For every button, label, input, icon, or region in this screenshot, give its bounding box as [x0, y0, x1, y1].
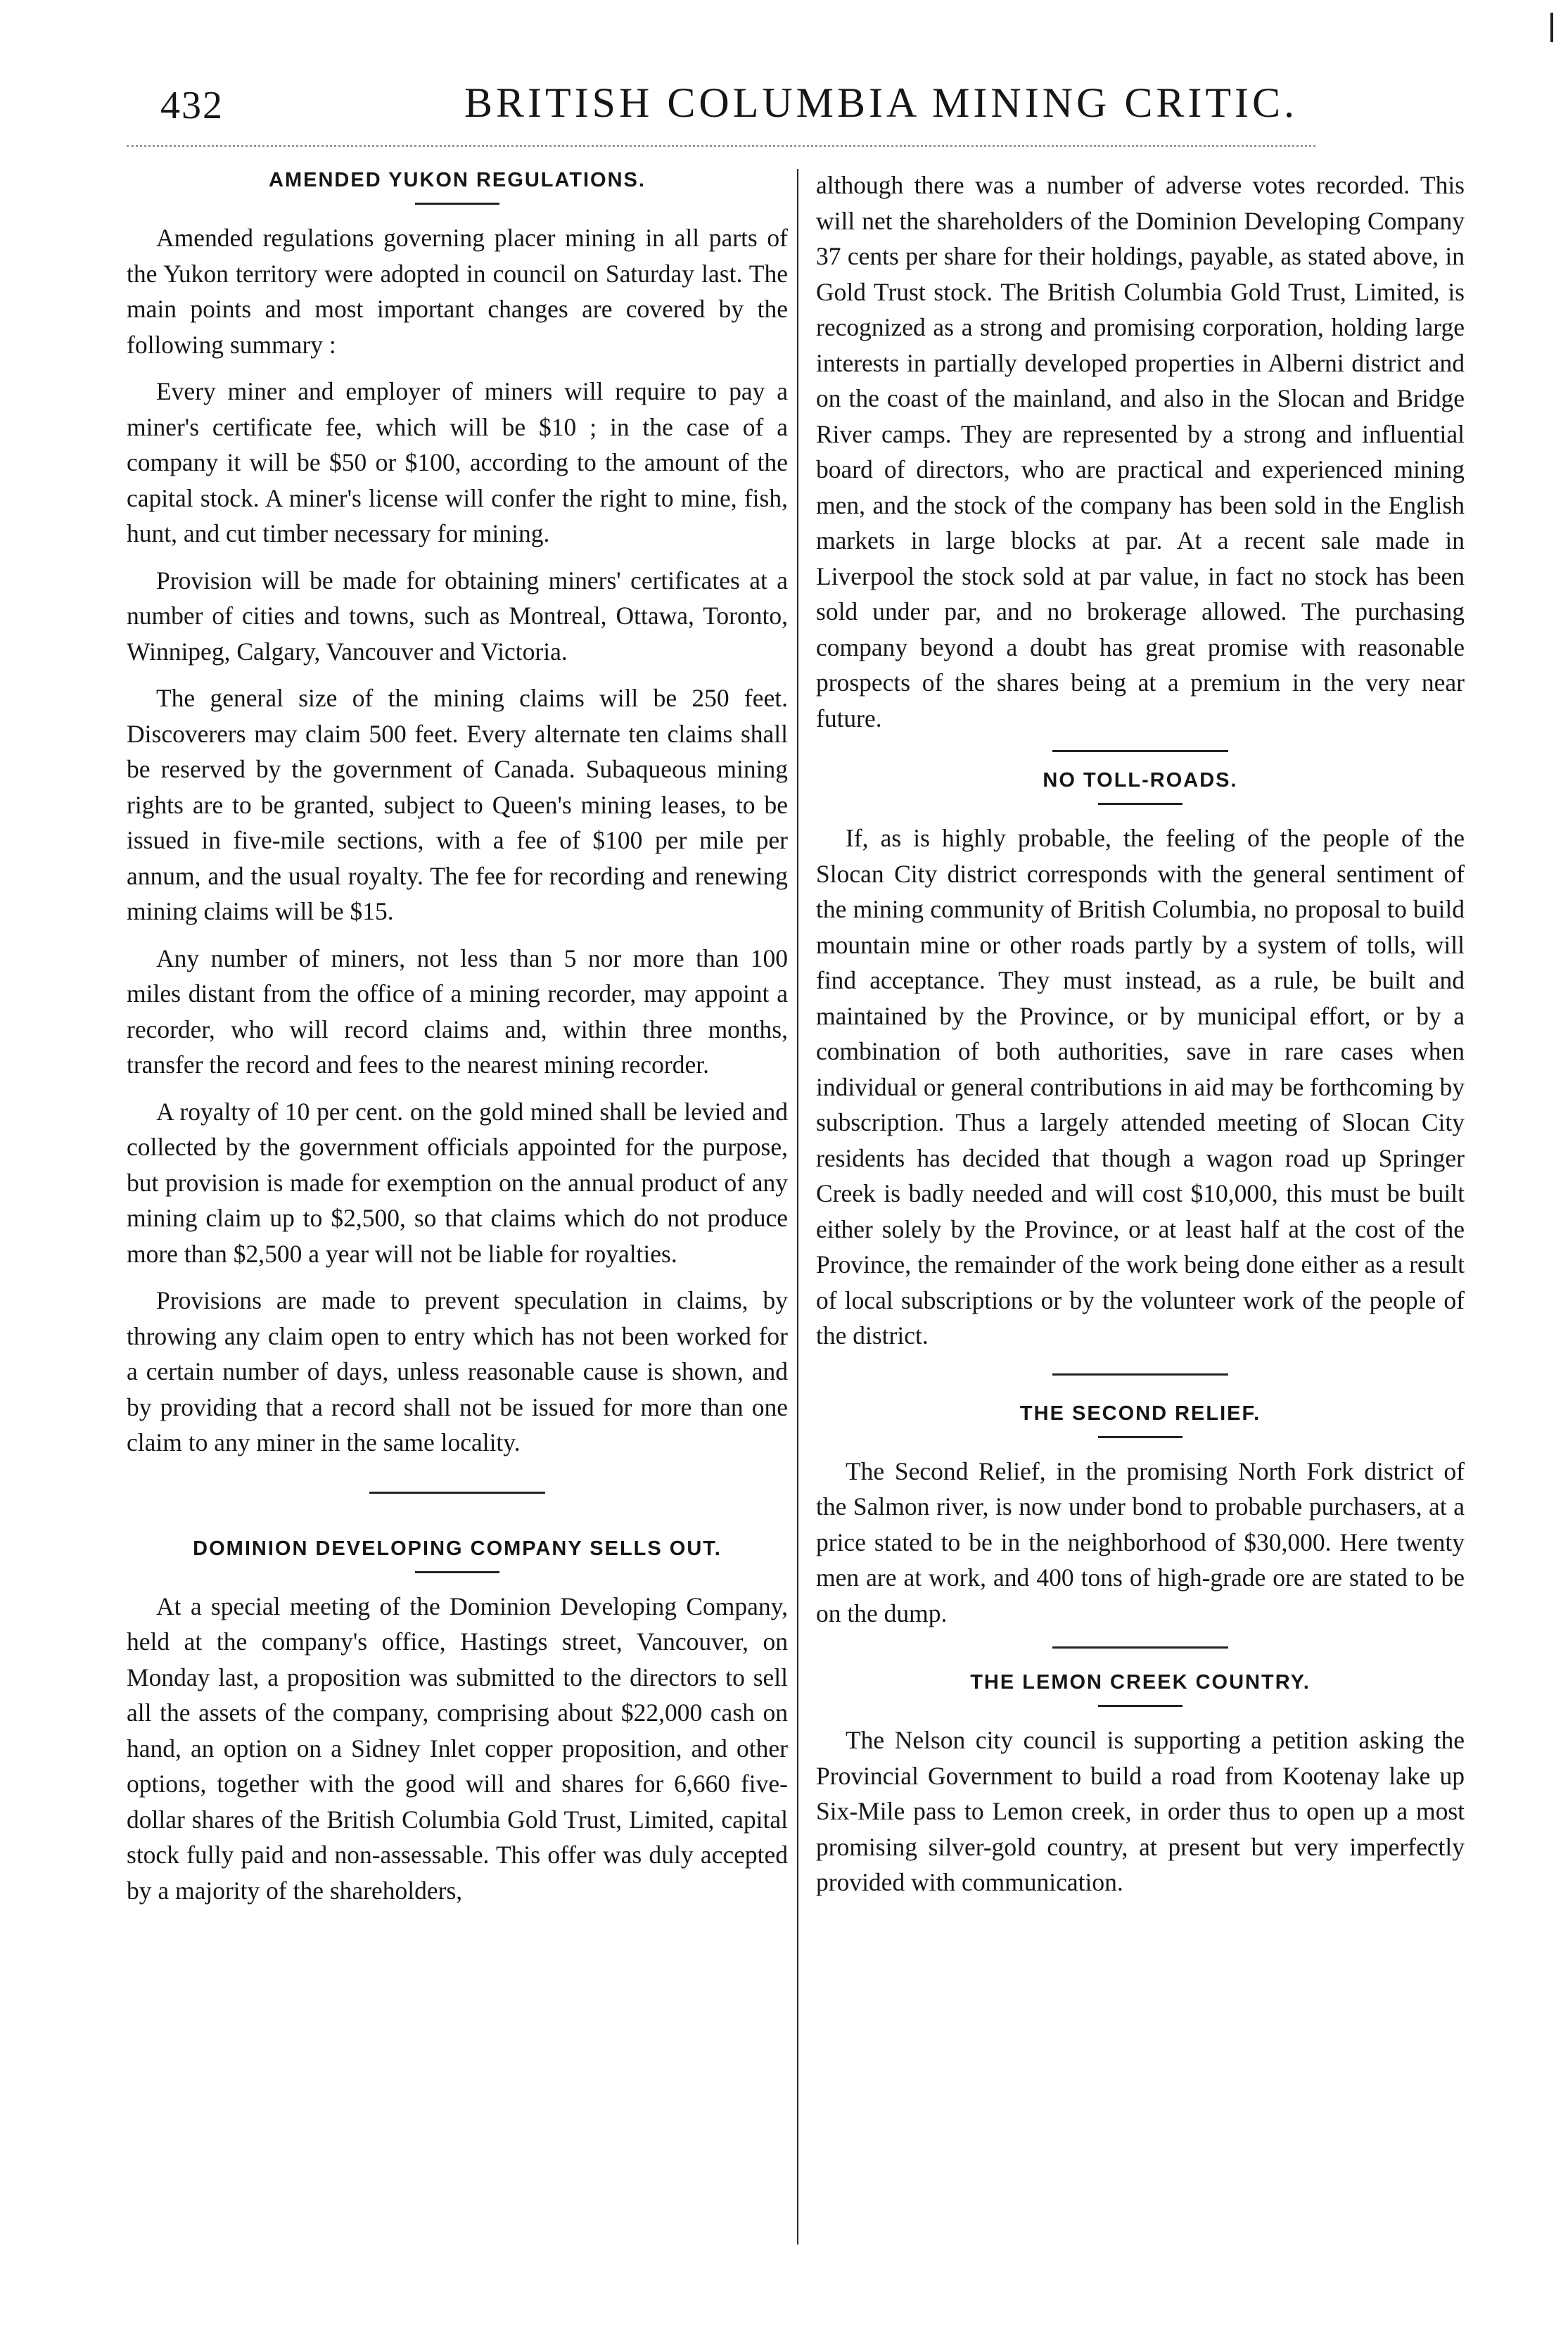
- column-divider: [797, 169, 798, 2244]
- left-column: [127, 167, 788, 1908]
- article-paragraph: A royalty of 10 per cent. on the gold mined shall be levied and collected by the government officials appointed for the purpose, but provision is made for exemption on the annual product of any mining claim up to $2,500, so that claims which do not produce more than $2,500 a year will not be liable for royalties.: [127, 1097, 788, 1268]
- article-title: DOMINION DEVELOPING COMPANY SELLS OUT.: [193, 1537, 722, 1560]
- article-paragraph: Every miner and employer of miners will require to pay a miner's certificate fee, which will be $10 ; in the case of a company it will be $50 or $100, according to the amount of the capital stock. A miner's license will confer the right to mine, fish, hunt, and cut timber necessary for mining.: [127, 377, 788, 547]
- title-rule: [1098, 803, 1183, 805]
- article-no-toll-roads: [816, 768, 1465, 1354]
- article-paragraph: The general size of the mining claims will be 250 feet. Discoverers may claim 500 feet. Every alternate ten claims shall be reserved by the government of Canada. Subaqueous mining rights are to be granted, subject to Queen's mining leases, to be issued in five-mile sections, with a fee of $100 per mile per annum, and the usual royalty. The fee for recording and renewing mining claims will be $15.: [127, 684, 788, 925]
- article-paragraph: Amended regulations governing placer mining in all parts of the Yukon territory were adopted in council on Saturday last. The main points and most important changes are covered by the following summary :: [127, 224, 788, 359]
- header-rule: [127, 145, 1315, 147]
- page-number: 432: [160, 84, 224, 127]
- article-title: THE SECOND RELIEF.: [1019, 1402, 1261, 1425]
- section-separator: [1052, 1646, 1228, 1649]
- title-rule: [415, 1571, 499, 1573]
- article-amended-yukon-regulations: [127, 167, 788, 1461]
- edge-mark: [1550, 13, 1553, 42]
- article-paragraph: If, as is highly probable, the feeling of the people of the Slocan City district corresponds with the general sentiment of the mining community of British Columbia, no proposal to build mountain mine or other roads partly by a system of tolls, will find acceptance. They must instead, as a rule, be built and maintained by the Province, or by municipal effort, or by a combination of both authorities, save in rare cases when individual or general contributions in aid may be forthcoming by subscription. Thus a largely attended meeting of Slocan City residents has decided that though a wagon road up Springer Creek is badly needed and will cost $10,000, this must be built either solely by the Province, or at least half at the cost of the Province, the remainder of the work being done either as a result of local subscriptions or by the volunteer work of the people of the district.: [816, 824, 1465, 1350]
- title-rule: [1098, 1436, 1183, 1438]
- article-title: NO TOLL-ROADS.: [1043, 769, 1238, 792]
- section-separator: [1052, 1373, 1228, 1376]
- title-rule: [1098, 1705, 1183, 1707]
- article-paragraph-continued: although there was a number of adverse votes recorded. This will net the shareholders of the Dominion Developing Company 37 cents per share for their holdings, payable, as stated above, in Gold Trust stock. The British Columbia Gold Trust, Limited, is recognized as a strong and promising corporation, holding large interests in partially developed properties in Alberni district and on the coast of the mainland, and also in the Slocan and Bridge River camps. They are represented by a strong and influential board of directors, who are practical and experienced mining men, and the stock of the company has been sold in the English markets in large blocks at par. At a recent sale made in Liverpool the stock sold at par value, in fact no stock has been sold under par, and no brokerage allowed. The purchasing company beyond a doubt has great promise with reasonable prospects of the shares being at a premium in the very near future.: [816, 171, 1465, 732]
- article-paragraph: At a special meeting of the Dominion Developing Company, held at the company's office, Hastings street, Vancouver, on Monday last, a proposition was submitted to the directors to sell all the assets of the company, comprising about $22,000 cash on hand, an option on a Sidney Inlet copper proposition, and other options, together with the good will and shares for 6,660 five-dollar shares of the British Columbia Gold Trust, Limited, capital stock fully paid and non-assessable. This offer was duly accepted by a majority of the shareholders,: [127, 1592, 788, 1905]
- article-title: THE LEMON CREEK COUNTRY.: [970, 1671, 1311, 1694]
- article-paragraph: Any number of miners, not less than 5 nor more than 100 miles distant from the office of a mining recorder, may appoint a recorder, who will record claims and, within three months, transfer the record and fees to the nearest mining recorder.: [127, 944, 788, 1079]
- section-separator: [1052, 750, 1228, 752]
- title-rule: [415, 203, 499, 205]
- article-title: AMENDED YUKON REGULATIONS.: [269, 169, 646, 191]
- right-column: [816, 167, 1465, 1912]
- article-dominion-developing: [127, 1536, 788, 1909]
- publication-title: BRITISH COLUMBIA MINING CRITIC.: [464, 80, 1299, 126]
- article-lemon-creek: [816, 1670, 1465, 1900]
- section-separator: [369, 1492, 545, 1494]
- article-paragraph: Provisions are made to prevent speculation in claims, by throwing any claim open to entry which has not been worked for a certain number of days, unless reasonable cause is shown, and by providing that a record shall not be issued for more than one claim to any miner in the same locality.: [127, 1286, 788, 1456]
- article-second-relief: [816, 1401, 1465, 1632]
- article-paragraph: Provision will be made for obtaining miners' certificates at a number of cities and towns, such as Montreal, Ottawa, Toronto, Winnipeg, Calgary, Vancouver and Victoria.: [127, 566, 788, 666]
- article-paragraph: The Second Relief, in the promising North Fork district of the Salmon river, is now under bond to probable purchasers, at a price stated to be in the neighborhood of $30,000. Here twenty men are at work, and 400 tons of high-grade ore are stated to be on the dump.: [816, 1456, 1465, 1627]
- article-paragraph: The Nelson city council is supporting a petition asking the Provincial Government to build a road from Kootenay lake up Six-Mile pass to Lemon creek, in order thus to open up a most promising silver-gold country, at present but very imperfectly provided with communication.: [816, 1726, 1465, 1896]
